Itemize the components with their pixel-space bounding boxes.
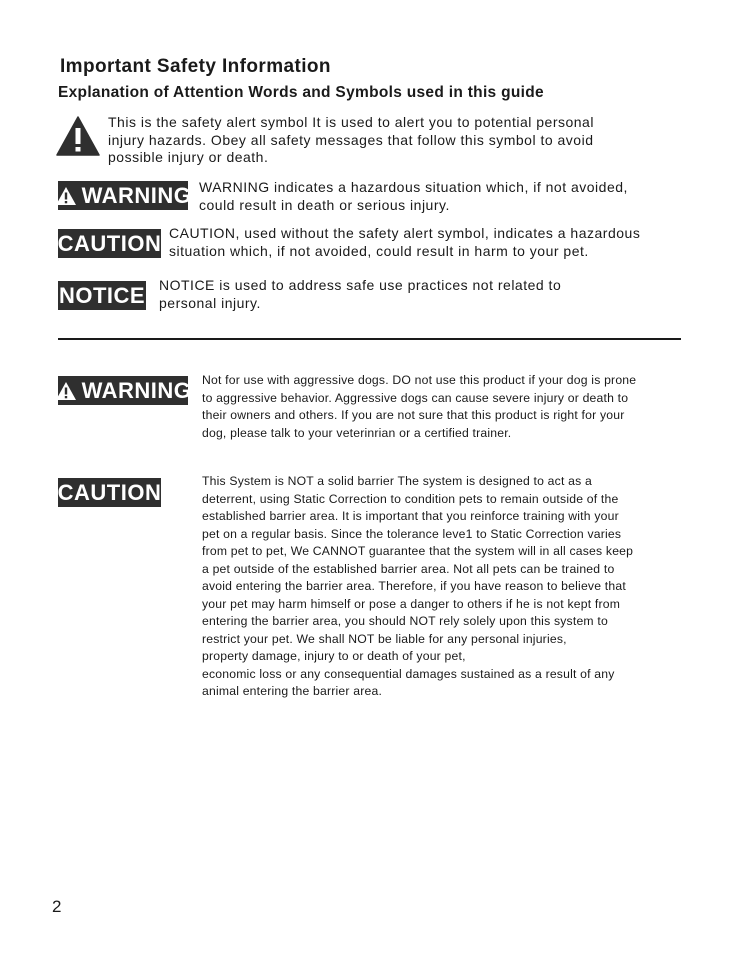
warning-badge bbox=[58, 181, 192, 210]
caution-definition bbox=[169, 225, 640, 260]
text-line: animal entering the barrier area. bbox=[202, 684, 383, 698]
safety-alert-triangle-icon bbox=[56, 116, 100, 156]
text-line: CAUTION, used without the safety alert symbol, indicates a hazardous bbox=[169, 225, 641, 241]
alert-symbol-description bbox=[108, 114, 594, 167]
text-line: This is the safety alert symbol It is used to alert you to potential personal bbox=[108, 114, 594, 130]
text-line: situation which, if not avoided, could result in harm to your pet. bbox=[169, 242, 589, 259]
text-line: property damage, injury to or death of your pet, bbox=[202, 649, 466, 663]
warning-triangle-icon bbox=[55, 381, 77, 401]
warning-definition bbox=[199, 179, 628, 214]
text-line: Not for use with aggressive dogs. DO not use this product if your dog is prone bbox=[202, 373, 637, 387]
caution-badge bbox=[58, 478, 161, 507]
text-line: economic loss or any consequential damages sustained as a result of any bbox=[202, 666, 615, 681]
text-line: This System is NOT a solid barrier The system is designed to act as a bbox=[202, 474, 592, 488]
page-title: Important Safety Information bbox=[60, 56, 331, 77]
text-line: entering the barrier area, you should NOT rely solely upon this system to bbox=[202, 614, 608, 628]
caution-message bbox=[202, 473, 633, 701]
text-line: injury hazards. Obey all safety messages that follow this symbol to avoid bbox=[108, 131, 594, 148]
text-line: WARNING indicates a hazardous situation which, if not avoided, bbox=[199, 179, 628, 195]
section-subtitle: Explanation of Attention Words and Symbols used in this guide bbox=[58, 84, 544, 101]
warning-label: WARNING bbox=[81, 377, 192, 403]
text-line: to aggressive behavior. Aggressive dogs can cause severe injury or death to bbox=[202, 390, 629, 405]
caution-badge bbox=[58, 229, 161, 258]
notice-badge bbox=[58, 281, 146, 310]
warning-badge bbox=[58, 376, 192, 405]
caution-label: CAUTION bbox=[57, 230, 162, 256]
text-line: avoid entering the barrier area. Therefore, if you have reason to believe that bbox=[202, 579, 626, 593]
text-line: deterrent, using Static Correction to condition pets to remain outside of the bbox=[202, 491, 619, 506]
text-line: a pet outside of the established barrier area. Not all pets can be trained to bbox=[202, 561, 615, 576]
text-line: possible injury or death. bbox=[108, 149, 269, 165]
text-line: dog, please talk to your veterinrian or a certified trainer. bbox=[202, 425, 512, 440]
text-line: personal injury. bbox=[159, 294, 261, 311]
caution-label: CAUTION bbox=[57, 479, 162, 505]
warning-message bbox=[202, 372, 636, 442]
section-divider bbox=[58, 338, 681, 340]
text-line: from pet to pet, We CANNOT guarantee that the system will in all cases keep bbox=[202, 544, 634, 558]
text-line: your pet may harm himself or pose a danger to others if he is not kept from bbox=[202, 596, 621, 611]
warning-label: WARNING bbox=[81, 182, 192, 208]
text-line: NOTICE is used to address safe use practices not related to bbox=[159, 277, 562, 293]
warning-triangle-icon bbox=[55, 186, 77, 206]
text-line: restrict your pet. We shall NOT be liable for any personal injuries, bbox=[202, 631, 567, 646]
page-number: 2 bbox=[52, 897, 62, 916]
text-line: could result in death or serious injury. bbox=[199, 196, 450, 213]
text-line: their owners and others. If you are not sure that this product is right for your bbox=[202, 408, 625, 422]
notice-label: NOTICE bbox=[58, 282, 146, 308]
text-line: pet on a regular basis. Since the tolerance leve1 to Static Correction varies bbox=[202, 526, 622, 541]
notice-definition bbox=[159, 277, 561, 312]
text-line: established barrier area. It is important that you reinforce training with your bbox=[202, 509, 619, 523]
